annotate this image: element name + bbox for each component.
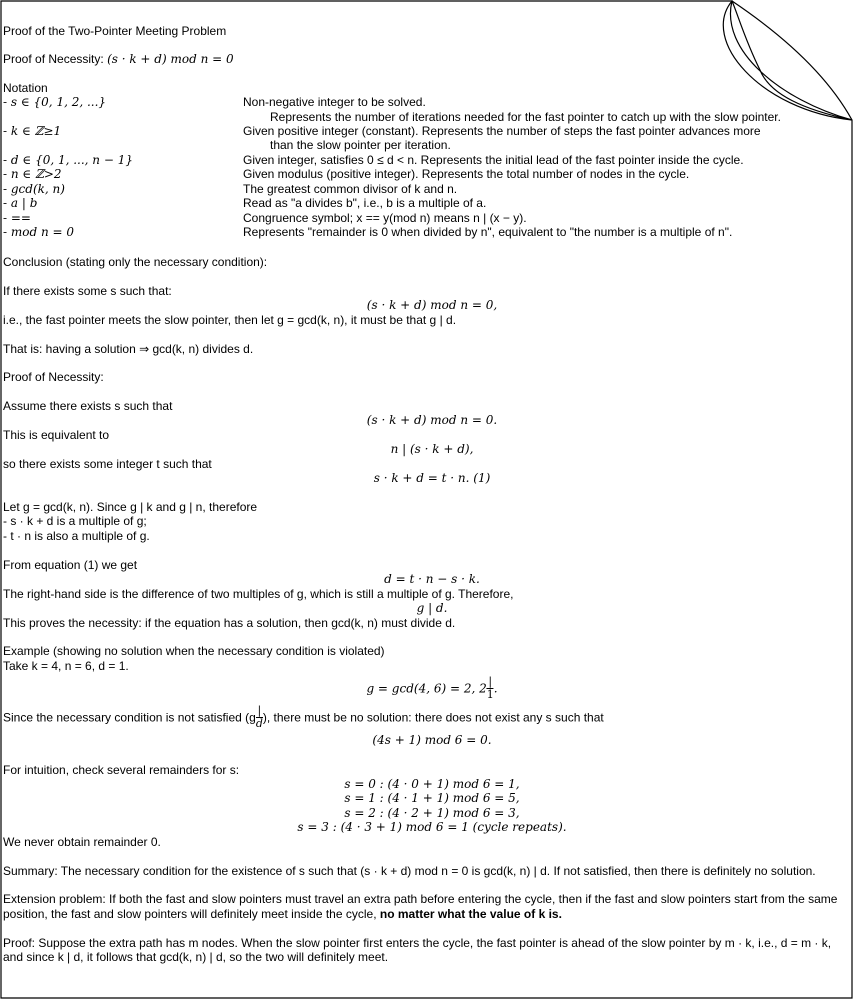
example-row: s = 2 : (4 · 2 + 1) mod 6 = 3, [344, 806, 520, 820]
notation-desc: The greatest common divisor of k and n. [243, 182, 458, 196]
proof-bullet: - t · n is also a multiple of g. [3, 529, 150, 543]
proof-assume: Assume there exists s such that [3, 399, 173, 413]
proof-bullet: - s · k + d is a multiple of g; [3, 514, 147, 528]
example-no-solution-equation: (4s + 1) mod 6 = 0. [372, 733, 492, 747]
example-never: We never obtain remainder 0. [3, 835, 161, 849]
notation-symbol: - d ∈ {0, 1, ..., n − 1} [3, 153, 133, 167]
proof-so: so there exists some integer t such that [3, 457, 212, 471]
notation-symbol: - mod n = 0 [3, 225, 75, 239]
example-heading: Example (showing no solution when the necessary condition is violated) [3, 644, 385, 658]
notation-desc: Read as "a divides b", i.e., b is a multiple of a. [243, 196, 487, 210]
notation-desc: Represents "remainder is 0 when divided by n", equivalent to "the number is a multiple of n". [243, 225, 733, 239]
notation-symbol: - == [3, 211, 31, 225]
example-since: Since the necessary condition is not satisfied (g | d ), there must be no solution: there does not exist any s such that [3, 704, 604, 730]
conclusion-that-is: That is: having a solution ⇒ gcd(k, n) divides d. [3, 342, 254, 356]
conclusion-heading: Conclusion (stating only the necessary condition): [3, 255, 268, 269]
notation-desc: Given modulus (positive integer). Represents the total number of nodes in the cycle. [243, 167, 690, 181]
notation-symbol: - k ∈ ℤ≥1 [3, 124, 62, 138]
proof-equation-1: (s · k + d) mod n = 0. [366, 413, 498, 427]
summary: Summary: The necessary condition for the existence of s such that (s · k + d) mod n = 0 is gcd(k, n) | d. If not satisfied, then there is definitely no solution. [3, 864, 816, 878]
example-take: Take k = 4, n = 6, d = 1. [3, 659, 129, 673]
example-intuition: For intuition, check several remainders for s: [3, 763, 240, 777]
page-title: Proof of the Two-Pointer Meeting Problem [3, 24, 227, 38]
proof-equation-3: s · k + d = t · n. (1) [373, 471, 491, 485]
notation-desc: Given integer, satisfies 0 ≤ d < n. Represents the initial lead of the fast pointer inside the cycle. [243, 153, 744, 167]
notation-desc: Given positive integer (constant). Represents the number of steps the fast pointer advances more [243, 124, 761, 138]
proof-rhs: The right-hand side is the difference of two multiples of g, which is still a multiple of g. Therefore, [3, 587, 514, 601]
final-proof-line: Proof: Suppose the extra path has m nodes. When the slow pointer first enters the cycle, the fast pointer is ahead of the slow pointer by m · k, i.e., d = m · k, [3, 936, 832, 950]
extension-line: position, the fast and slow pointers will definitely meet inside the cycle, no matter what the value of k is. [3, 907, 562, 921]
proof-heading: Proof of Necessity: [3, 370, 104, 384]
notation-symbol: - a | b [3, 196, 38, 210]
conclusion-ie: i.e., the fast pointer meets the slow pointer, then let g = gcd(k, n), it must be that g | d. [3, 313, 457, 327]
example-gcd-equation: g = gcd(4, 6) = 2, 2 | 1 . [366, 675, 498, 701]
proof-equation-4: d = t · n − s · k. [384, 572, 480, 586]
final-proof-line: and since k | d, it follows that gcd(k, n) | d, so the two will definitely meet. [3, 950, 389, 964]
proof-equation-2: n | (s · k + d), [390, 442, 474, 456]
notation-symbol: - gcd(k, n) [3, 182, 65, 196]
example-row: s = 0 : (4 · 0 + 1) mod 6 = 1, [344, 777, 520, 791]
notation-symbol: - s ∈ {0, 1, 2, ...} [3, 95, 107, 109]
conclusion-equation: (s · k + d) mod n = 0, [366, 298, 498, 312]
necessity-heading: Proof of Necessity: (s · k + d) mod n = 0 [3, 52, 234, 66]
notation-desc: Represents the number of iterations needed for the fast pointer to catch up with the slow pointer. [270, 110, 781, 124]
proof-equiv: This is equivalent to [3, 428, 110, 442]
conclusion-if: If there exists some s such that: [3, 284, 172, 298]
example-row: s = 3 : (4 · 3 + 1) mod 6 = 1 (cycle repeats). [297, 820, 567, 834]
proof-let: Let g = gcd(k, n). Since g | k and g | n, therefore [3, 500, 258, 514]
notation-desc: Non-negative integer to be solved. [243, 95, 426, 109]
extension-line: Extension problem: If both the fast and slow pointers must travel an extra path before entering the cycle, then if the fast and slow pointers start from the same [3, 892, 838, 906]
notation-symbol: - n ∈ ℤ>2 [3, 167, 62, 181]
notation-desc: Congruence symbol; x == y(mod n) means n | (x − y). [243, 211, 527, 225]
notation-heading: Notation [3, 81, 48, 95]
proof-conclusion: This proves the necessity: if the equation has a solution, then gcd(k, n) must divide d. [3, 616, 456, 630]
proof-from-equation: From equation (1) we get [3, 558, 138, 572]
example-row: s = 1 : (4 · 1 + 1) mod 6 = 5, [344, 791, 520, 805]
notation-desc: than the slow pointer per iteration. [270, 138, 451, 152]
proof-equation-5: g | d. [416, 601, 448, 615]
